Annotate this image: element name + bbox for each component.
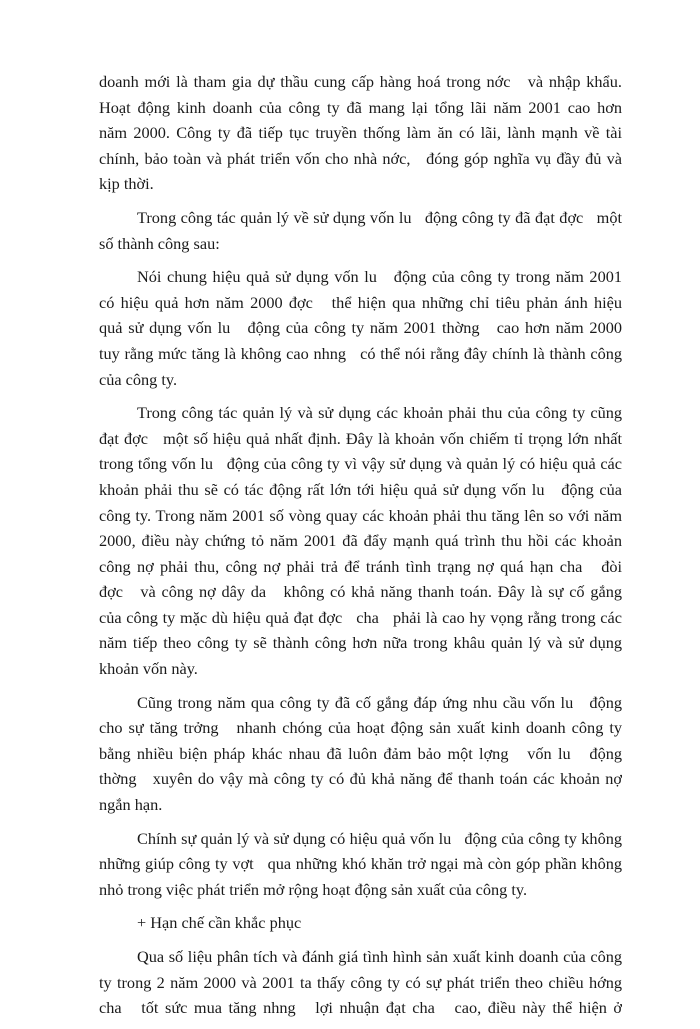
paragraph-4 <box>99 400 622 682</box>
paragraph-6 <box>99 826 622 903</box>
text-line: khoản phải thu sẽ có tác động rất lớn tới hiệu quả sử dụng vốn lu động của <box>99 479 622 499</box>
paragraph-3 <box>99 264 622 392</box>
text-line: quả sử dụng vốn lu động của công ty năm 2001 thờng cao hơn năm 2000 <box>99 318 622 338</box>
text-line: trong tổng vốn lu động của công ty vì vậy sử dụng và quản lý có hiệu quả các <box>99 454 622 474</box>
text-line: những giúp công ty vợt qua những khó khăn trở ngại mà còn góp phần không <box>99 854 622 874</box>
paragraph-1 <box>99 69 622 197</box>
text-line: ngắn hạn. <box>99 795 163 815</box>
text-line: của công ty mặc dù hiệu quả đạt đợc cha phải là cao hy vọng rằng trong các <box>99 607 622 627</box>
text-line: cha tốt sức mua tăng nhng lợi nhuận đạt cha cao, điều này thể hiện ở <box>99 998 622 1018</box>
text-line: Qua số liệu phân tích và đánh giá tình hình sản xuất kinh doanh của công <box>137 947 622 966</box>
paragraph-7 <box>99 944 622 1021</box>
text-line: ty trong 2 năm 2000 và 2001 ta thấy công ty có sự phát triển theo chiều hớng <box>99 972 622 992</box>
subheading-limitations <box>99 910 622 936</box>
text-line: tuy rằng mức tăng là không cao nhng có thể nói rằng đây chính là thành công <box>99 343 622 363</box>
text-line: Chính sự quản lý và sử dụng có hiệu quả vốn lu động của công ty không <box>137 828 622 848</box>
text-line: Hoạt động kinh doanh của công ty đã mang lại tổng lãi năm 2001 cao hơn <box>99 97 622 117</box>
text-line: Cũng trong năm qua công ty đã cố gắng đáp ứng nhu cầu vốn lu động <box>137 692 622 712</box>
text-line: kịp thời. <box>99 174 154 194</box>
text-line: đạt đợc một số hiệu quả nhất định. Đây là khoản vốn chiếm tỉ trọng lớn nhất <box>99 428 622 448</box>
text-line: Trong công tác quản lý và sử dụng các khoản phải thu của công ty cũng <box>137 403 622 423</box>
text-line: khoản vốn này. <box>99 659 198 679</box>
text-line: của công ty. <box>99 369 178 389</box>
text-line: có hiệu quả hơn năm 2000 đợc thể hiện qua những chỉ tiêu phản ánh hiệu <box>99 292 622 312</box>
text-line: số thành công sau: <box>99 233 220 253</box>
text-line: cho sự tăng trởng nhanh chóng của hoạt động sản xuất kinh doanh công ty <box>99 718 622 738</box>
text-line: Trong công tác quản lý về sử dụng vốn lu động công ty đã đạt đợc một <box>137 207 622 227</box>
text-line: năm tiếp theo công ty sẽ thành công hơn nữa trong khâu quản lý và sử dụng <box>99 633 622 653</box>
paragraph-5 <box>99 690 622 818</box>
paragraph-2 <box>99 205 622 256</box>
text-line: bằng nhiều biện pháp khác nhau đã luôn đảm bảo một lợng vốn lu động <box>99 743 622 763</box>
text-line: Nói chung hiệu quả sử dụng vốn lu động của công ty trong năm 2001 <box>137 267 622 287</box>
section-heading: + Hạn chế cần khắc phục <box>137 913 302 933</box>
text-line: công ty. Trong năm 2001 số vòng quay các khoản phải thu tăng lên so với năm <box>99 505 622 525</box>
text-line: nhỏ trong việc phát triển mở rộng hoạt động sản xuất của công ty. <box>99 879 528 899</box>
text-line: đợc và công nợ dây da không có khả năng thanh toán. Đây là sự cố gắng <box>99 582 622 602</box>
text-line: công nợ phải thu, công nợ phải trả để tránh tình trạng nợ quá hạn cha đòi <box>99 556 622 576</box>
document-body <box>99 69 622 1029</box>
text-line: thờng xuyên do vậy mà công ty có đủ khả năng để thanh toán các khoản nợ <box>99 769 622 789</box>
text-line: 2000, điều này chứng tỏ năm 2001 đã đẩy mạnh quá trình thu hồi các khoản <box>99 531 622 551</box>
text-line: năm 2000. Công ty đã tiếp tục truyền thống làm ăn có lãi, lành mạnh về tài <box>99 123 622 143</box>
text-line: doanh mới là tham gia dự thầu cung cấp hàng hoá trong nớc và nhập khẩu. <box>99 72 622 91</box>
text-line: chính, bảo toàn và phát triển vốn cho nhà nớc, đóng góp nghĩa vụ đầy đủ và <box>99 148 622 168</box>
